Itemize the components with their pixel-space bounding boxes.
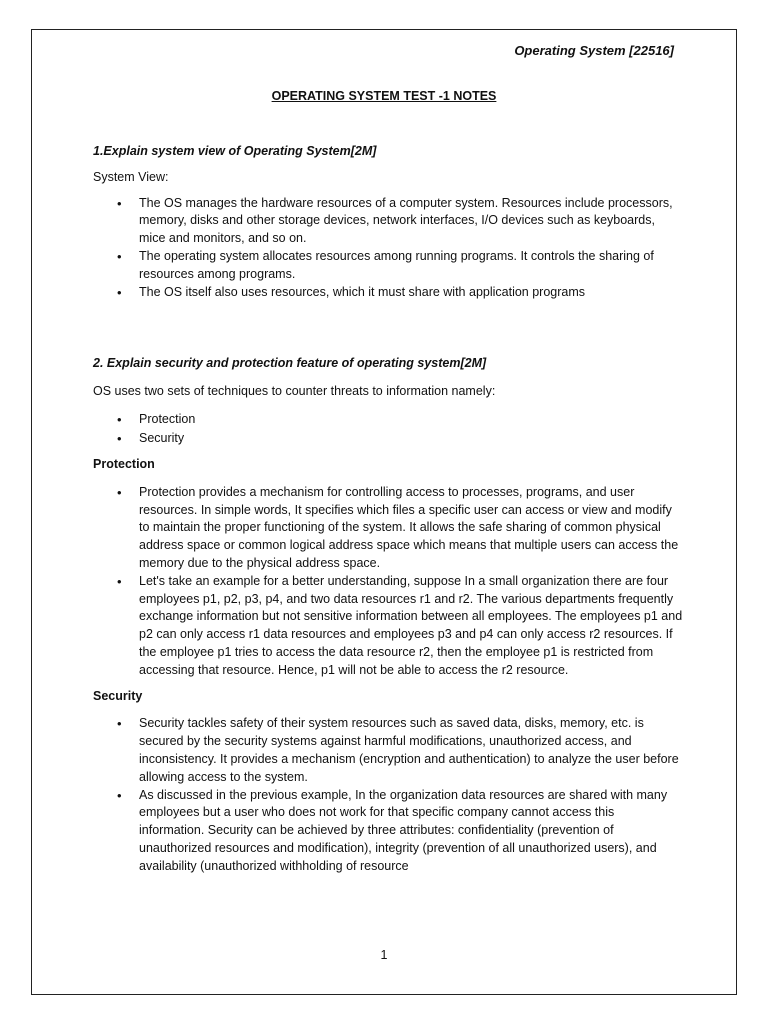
question-1-heading: 1.Explain system view of Operating System[2M] [93,144,377,158]
protection-list [93,484,683,680]
question-2-intro: OS uses two sets of techniques to counter threats to information namely: [93,384,496,399]
list-item: • Security [93,429,683,448]
techniques-list [93,410,683,448]
question-2-heading: 2. Explain security and protection feature of operating system[2M] [93,356,487,371]
security-heading: Security [93,688,143,703]
protection-heading: Protection [93,456,155,471]
security-list [93,715,683,875]
question-1-intro: System View: [93,169,169,184]
list-item: • As discussed in the previous example, In the organization data resources are shared with many employees but a user who does not work for that specific company cannot access this information. Security can be achieved by three attributes: confidentiality (prevention of unauthorized resources and modification), integrity (prevention of all unauthorized users), and availability (unauthorized withholding of resource [93,787,683,876]
list-item: • The operating system allocates resources among running programs. It controls the sharing of resources among programs. [93,248,683,284]
page-number: 1 [380,948,388,962]
running-header: Operating System [22516] [514,43,674,58]
system-view-list [93,195,683,302]
list-item: • Security tackles safety of their system resources such as saved data, disks, memory, etc. is secured by the security systems against harmful modifications, unauthorized access, and inconsistency. It provides a mechanism (encryption and authentication) to analyze the user before allowing access to the system. [93,715,683,786]
document-title: OPERATING SYSTEM TEST -1 NOTES [271,89,497,103]
list-item: • The OS manages the hardware resources of a computer system. Resources include processors, memory, disks and other storage devices, network interfaces, I/O devices such as keyboards, mice and monitors, and so on. [93,195,683,248]
list-item: • The OS itself also uses resources, which it must share with application programs [93,284,683,302]
list-item: • Protection provides a mechanism for controlling access to processes, programs, and user resources. In simple words, It specifies which files a specific user can access or view and modify to maintain the proper functioning of the system. It allows the safe sharing of common physical address space or common logical address space which means that multiple users can access the memory due to the physical address space. [93,484,683,573]
list-item: • Protection [93,410,683,429]
list-item: • Let's take an example for a better understanding, suppose In a small organization there are four employees p1, p2, p3, p4, and two data resources r1 and r2. The various departments frequently exchange information but not sensitive information between all employees. The employees p1 and p2 can only access r1 data resources and employees p3 and p4 can only access r2 resources. If the employee p1 tries to access the data resource r2, then the employee p1 is restricted from accessing that resource. Hence, p1 will not be able to access the r2 resource. [93,573,683,680]
document-body [93,143,683,876]
